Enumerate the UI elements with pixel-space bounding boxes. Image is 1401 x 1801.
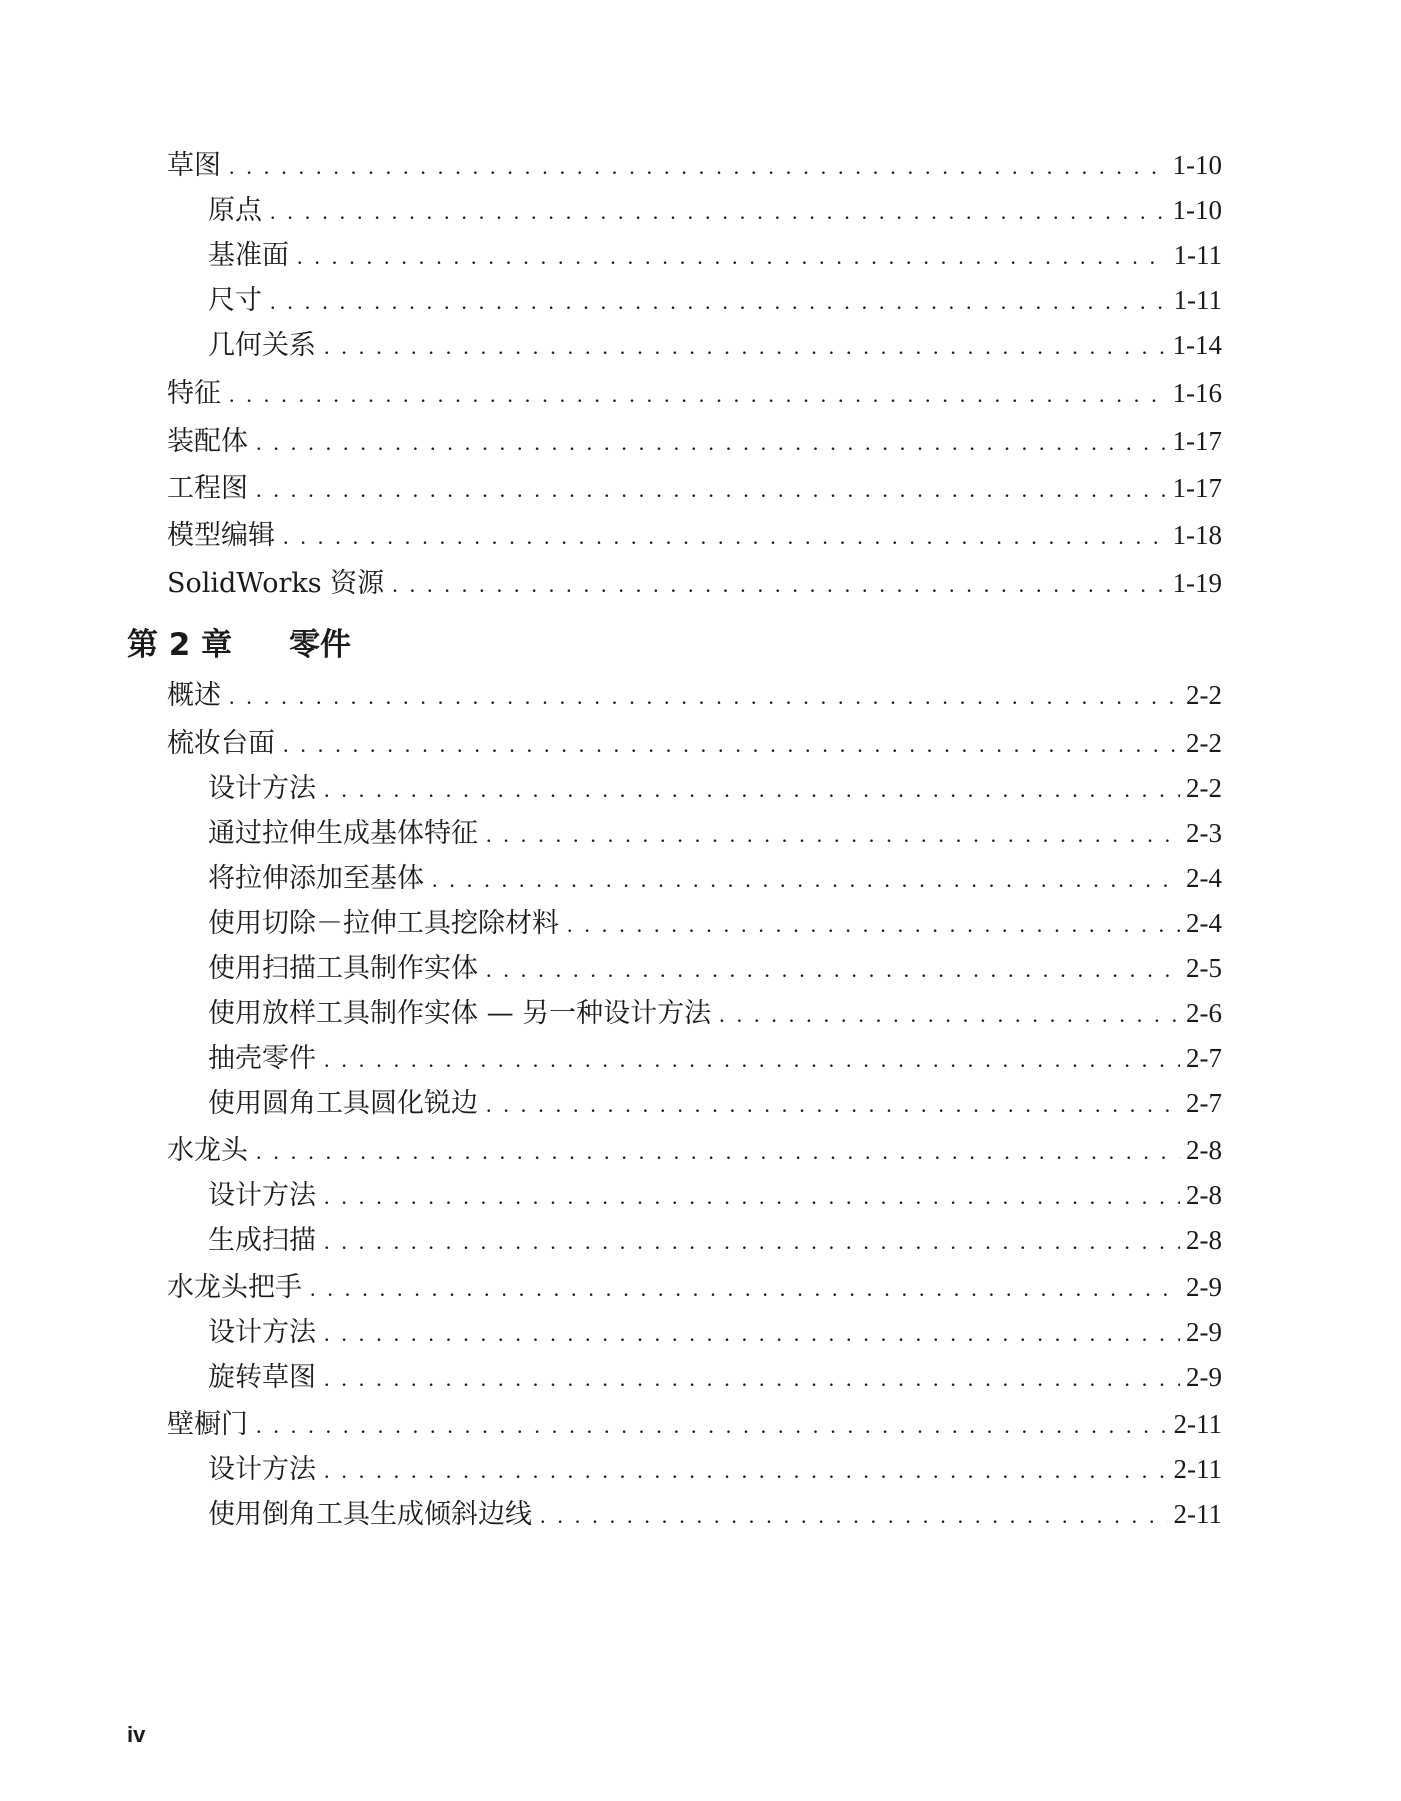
dot-leader [432,863,1180,897]
toc-entry-label: 模型编辑 [167,520,275,551]
toc-entry-page: 2-2 [1186,773,1222,803]
dot-leader [719,998,1180,1032]
dot-leader [256,473,1167,507]
toc-entry[interactable] [208,1497,1222,1531]
toc-entry[interactable] [208,861,1222,895]
toc-entry-page: 1-17 [1172,473,1222,503]
toc-entry-label: 通过拉伸生成基体特征 [208,818,478,849]
toc-entry[interactable] [208,816,1222,850]
toc-entry-page: 2-8 [1186,1225,1222,1255]
toc-entry-page: 1-10 [1172,150,1222,180]
dot-leader [270,195,1167,229]
toc-entry-page: 2-2 [1186,728,1222,758]
dot-leader [486,1088,1180,1122]
toc-entry-label: 尺寸 [208,285,262,316]
toc-entry[interactable] [167,424,1222,458]
toc-entry[interactable] [208,1041,1222,1075]
toc-entry-label: 抽壳零件 [208,1043,316,1074]
dot-leader [256,1135,1180,1169]
dot-leader [324,330,1167,364]
toc-entry-page: 1-14 [1172,330,1222,360]
dot-leader [283,520,1167,554]
toc-entry-label: 使用倒角工具生成倾斜边线 [208,1499,532,1530]
toc-entry-page: 2-11 [1173,1454,1222,1484]
dot-leader [486,953,1180,987]
toc-entry-label: 使用切除－拉伸工具挖除材料 [208,908,559,939]
toc-entry[interactable] [167,566,1222,600]
toc-entry[interactable] [208,771,1222,805]
toc-entry-label: 生成扫描 [208,1225,316,1256]
toc-entry-page: 2-3 [1186,818,1222,848]
toc-entry[interactable] [208,1086,1222,1120]
toc-entry[interactable] [208,1315,1222,1349]
toc-entry-page: 2-7 [1186,1088,1222,1118]
dot-leader [283,728,1180,762]
toc-entry-page: 2-8 [1186,1135,1222,1165]
dot-leader [256,426,1167,460]
toc-entry-label: 水龙头 [167,1135,248,1166]
dot-leader [540,1499,1168,1533]
toc-entry-label: 将拉伸添加至基体 [208,863,424,894]
toc-entry[interactable] [167,678,1222,712]
dot-leader [324,1225,1180,1259]
dot-leader [270,285,1168,319]
toc-entry-label: 设计方法 [208,1317,316,1348]
toc-entry-page: 2-4 [1186,863,1222,893]
toc-entry-label: 设计方法 [208,1454,316,1485]
toc-entry-label: 原点 [208,195,262,226]
dot-leader [324,1362,1180,1396]
toc-entry-label: SolidWorks 资源 [167,568,385,599]
toc-entry-page: 1-11 [1173,240,1222,270]
toc-entry[interactable] [208,1178,1222,1212]
toc-entry-page: 2-2 [1186,680,1222,710]
toc-entry[interactable] [208,238,1222,272]
toc-entry[interactable] [208,193,1222,227]
toc-entry-label: 草图 [167,150,221,181]
dot-leader [486,818,1180,852]
toc-entry[interactable] [167,471,1222,505]
toc-entry-page: 2-6 [1186,998,1222,1028]
dot-leader [297,240,1168,274]
toc-entry[interactable] [167,1407,1222,1441]
toc-entry[interactable] [208,996,1222,1030]
toc-entry-label: 梳妆台面 [167,728,275,759]
toc-entry-page: 2-8 [1186,1180,1222,1210]
toc-entry[interactable] [208,1360,1222,1394]
toc-entry-label: 水龙头把手 [167,1272,302,1303]
toc-entry[interactable] [208,1452,1222,1486]
dot-leader [310,1272,1180,1306]
toc-entry-label: 概述 [167,680,221,711]
dot-leader [567,908,1180,942]
toc-entry-page: 2-11 [1173,1409,1222,1439]
toc-entry[interactable] [208,951,1222,985]
dot-leader [324,1043,1180,1077]
dot-leader [229,378,1167,412]
chapter-title: 零件 [289,627,351,663]
toc-entry-label: 设计方法 [208,1180,316,1211]
toc-entry[interactable] [208,1223,1222,1257]
dot-leader [229,680,1180,714]
chapter-heading[interactable] [127,625,351,665]
toc-entry-page: 2-5 [1186,953,1222,983]
toc-entry-page: 2-9 [1186,1317,1222,1347]
toc-entry-page: 2-9 [1186,1272,1222,1302]
toc-entry-label: 几何关系 [208,330,316,361]
toc-entry-label: 基准面 [208,240,289,271]
dot-leader [392,568,1166,602]
toc-entry-label: 装配体 [167,426,248,457]
toc-entry-label: 设计方法 [208,773,316,804]
toc-entry[interactable] [208,906,1222,940]
toc-entry[interactable] [167,726,1222,760]
toc-entry-label: 工程图 [167,473,248,504]
toc-entry[interactable] [167,148,1222,182]
toc-entry[interactable] [167,1133,1222,1167]
toc-entry-page: 1-11 [1173,285,1222,315]
toc-entry-page: 2-9 [1186,1362,1222,1392]
toc-entry-label: 壁橱门 [167,1409,248,1440]
toc-entry-page: 1-17 [1172,426,1222,456]
toc-entry[interactable] [208,328,1222,362]
toc-entry-page: 2-11 [1173,1499,1222,1529]
toc-entry-page: 1-19 [1172,568,1222,598]
toc-entry-page: 1-16 [1172,378,1222,408]
toc-entry-label: 特征 [167,378,221,409]
chapter-number: 第 2 章 [127,627,233,663]
toc-entry[interactable] [208,283,1222,317]
toc-entry-page: 1-18 [1172,520,1222,550]
toc-entry[interactable] [167,1270,1222,1304]
dot-leader [324,1180,1180,1214]
toc-entry[interactable] [167,518,1222,552]
dot-leader [324,1454,1168,1488]
toc-entry-label: 旋转草图 [208,1362,316,1393]
toc-entry[interactable] [167,376,1222,410]
dot-leader [324,773,1180,807]
dot-leader [256,1409,1168,1443]
toc-entry-page: 1-10 [1172,195,1222,225]
toc-entry-label: 使用扫描工具制作实体 [208,953,478,984]
toc-entry-page: 2-7 [1186,1043,1222,1073]
toc-entry-page: 2-4 [1186,908,1222,938]
toc-entry-label: 使用圆角工具圆化锐边 [208,1088,478,1119]
toc-entry-label: 使用放样工具制作实体 — 另一种设计方法 [208,998,712,1029]
dot-leader [324,1317,1180,1351]
page-number: iv [127,1722,146,1747]
dot-leader [229,150,1167,184]
